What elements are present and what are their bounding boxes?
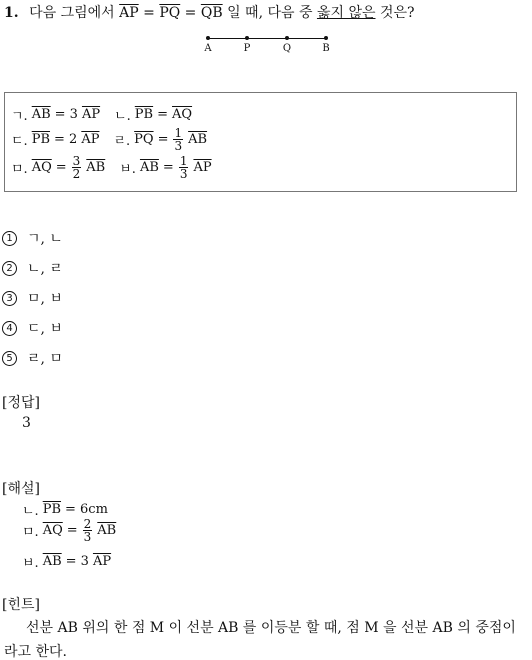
statement-mark-n: ㄴ. — [114, 109, 131, 124]
segment-pq: $\overline{PQ}$ — [159, 5, 181, 21]
statement-r-lhs: $\overline{PQ}$ — [134, 132, 154, 147]
question-mid: 일 때, 다음 중 — [227, 5, 313, 21]
statement-mark-b: ㅂ. — [119, 162, 136, 177]
choice-4[interactable] — [2, 318, 63, 338]
statement-r-fraction — [173, 127, 183, 152]
choice-number-circle: 5 — [2, 351, 17, 366]
fraction-denominator: 3 — [83, 530, 92, 544]
question-number: 1. — [4, 5, 19, 21]
statement-b-lhs: $\overline{AB}$ — [139, 160, 159, 175]
statement-b-fraction — [179, 155, 189, 180]
point-b-dot — [324, 36, 328, 40]
fraction-denominator: 3 — [179, 167, 188, 181]
statement-d-eq: = 2 — [54, 132, 78, 147]
point-a-dot — [206, 36, 210, 40]
choice-number-circle: 4 — [2, 321, 17, 336]
explanation-rhs: = 6cm — [65, 502, 108, 517]
segment-qb: $\overline{QB}$ — [200, 5, 223, 21]
question-negation: 옳지 않은 — [316, 5, 376, 21]
choice-text: ㄱ, ㄴ — [27, 231, 63, 247]
question-post: 것은? — [379, 5, 415, 21]
statement-row-3 — [11, 155, 212, 180]
choice-text: ㄷ, ㅂ — [27, 321, 63, 337]
answer-heading: [정답] — [2, 395, 40, 411]
hint-heading: [힌트] — [2, 597, 40, 613]
statement-d-lhs: $\overline{PB}$ — [31, 132, 51, 147]
segment-figure — [200, 30, 340, 60]
segment-line — [208, 38, 326, 39]
statement-g-eq: = 3 — [54, 107, 78, 122]
point-b-label: B — [322, 43, 330, 54]
fraction-denominator: 2 — [72, 167, 81, 181]
statement-n-rhs: $\overline{AQ}$ — [172, 107, 193, 122]
statement-mark-d: ㄷ. — [11, 134, 28, 149]
statement-mark-r: ㄹ. — [113, 134, 131, 149]
explanation-line-3 — [22, 552, 111, 571]
explanation-fraction — [83, 518, 93, 543]
explanation-rhs: $\overline{AB}$ — [97, 523, 117, 538]
fraction-numerator: 2 — [83, 517, 92, 531]
explanation-eq: = — [66, 523, 78, 538]
point-a-label: A — [204, 43, 212, 54]
equals-sign: = — [184, 5, 197, 21]
statement-m-rhs: $\overline{AB}$ — [86, 160, 106, 175]
choice-1[interactable] — [2, 228, 63, 248]
question-title — [4, 2, 415, 22]
statement-box — [4, 92, 517, 192]
explanation-lhs: $\overline{AB}$ — [42, 554, 62, 569]
segment-ap: $\overline{AP}$ — [119, 5, 139, 21]
fraction-numerator: 1 — [179, 154, 188, 168]
choice-5[interactable] — [2, 348, 63, 368]
answer-value: 3 — [22, 415, 31, 431]
choice-number-circle: 2 — [2, 261, 17, 276]
explanation-lhs: $\overline{PB}$ — [42, 502, 62, 517]
statement-n-eq: = — [157, 107, 169, 122]
fraction-numerator: 3 — [72, 154, 81, 168]
statement-mark-m: ㅁ. — [11, 162, 28, 177]
hint-text: 선분 AB 위의 한 점 M 이 선분 AB 를 이등분 할 때, 점 M 을 선분 AB 의 중점이라고 한다. — [4, 620, 516, 660]
statement-g-rhs: $\overline{AP}$ — [81, 107, 101, 122]
statement-m-eq: = — [55, 160, 67, 175]
choice-2[interactable] — [2, 258, 63, 278]
explanation-mark: ㅁ. — [22, 525, 39, 540]
statement-row-2 — [11, 127, 207, 152]
statement-row-1 — [11, 105, 192, 124]
choice-3[interactable] — [2, 288, 63, 308]
statement-m-fraction — [72, 155, 82, 180]
statement-b-eq: = — [162, 160, 174, 175]
point-p-dot — [245, 36, 249, 40]
statement-g-lhs: $\overline{AB}$ — [31, 107, 51, 122]
statement-mark-g: ㄱ. — [11, 109, 28, 124]
explanation-mark: ㄴ. — [22, 504, 39, 519]
statement-b-rhs: $\overline{AP}$ — [193, 160, 212, 175]
choice-text: ㅁ, ㅂ — [27, 291, 63, 307]
explanation-line-2 — [22, 518, 116, 543]
explanation-heading: [해설] — [2, 481, 40, 497]
explanation-line-1 — [22, 500, 108, 519]
choice-number-circle: 1 — [2, 231, 17, 246]
explanation-mark: ㅂ. — [22, 556, 39, 571]
choice-text: ㄹ, ㅁ — [27, 351, 63, 367]
statement-r-eq: = — [157, 132, 169, 147]
explanation-eq: = 3 — [65, 554, 89, 569]
choice-text: ㄴ, ㄹ — [27, 261, 63, 277]
statement-m-lhs: $\overline{AQ}$ — [31, 160, 52, 175]
statement-r-rhs: $\overline{AB}$ — [188, 132, 208, 147]
statement-n-lhs: $\overline{PB}$ — [134, 107, 154, 122]
fraction-denominator: 3 — [174, 139, 183, 153]
point-q-dot — [285, 36, 289, 40]
choice-number-circle: 3 — [2, 291, 17, 306]
explanation-rhs: $\overline{AP}$ — [92, 554, 112, 569]
fraction-numerator: 1 — [174, 126, 183, 140]
equals-sign: = — [143, 5, 155, 21]
question-pre: 다음 그림에서 — [29, 5, 115, 21]
point-p-label: P — [243, 43, 251, 54]
statement-d-rhs: $\overline{AP}$ — [81, 132, 100, 147]
point-q-label: Q — [282, 43, 292, 54]
explanation-lhs: $\overline{AQ}$ — [42, 523, 63, 538]
